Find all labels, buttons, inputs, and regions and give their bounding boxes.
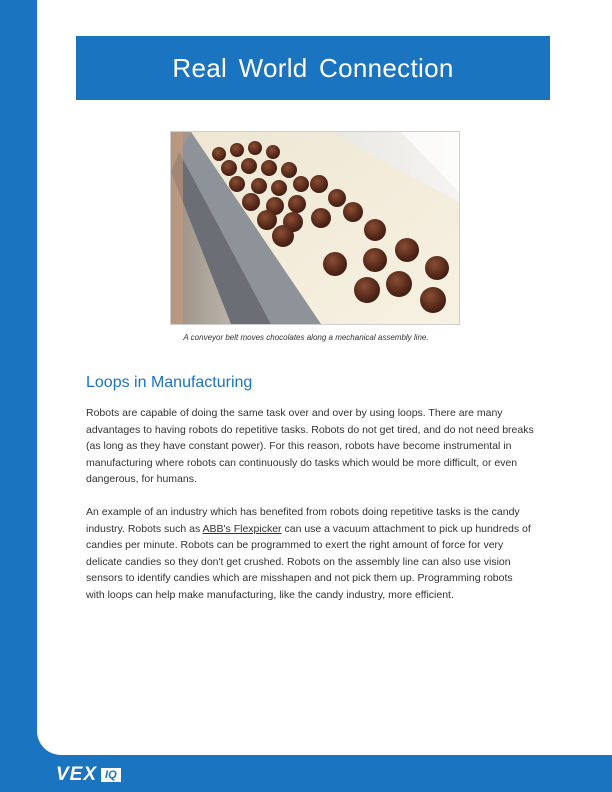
- photo-caption: A conveyor belt moves chocolates along a mechanical assembly line.: [183, 333, 429, 342]
- page-title: Real World Connection: [172, 52, 454, 83]
- paragraph-2-intro: An example of an industry which has benefited from robots doing repetitive tasks is the candy industry. Robots such as: [86, 506, 520, 535]
- paragraph-2-rest: can use a vacuum attachment to pick up hundreds of candies per minute. Robots can be programmed to exert the right amount of force for very delicate candies so they don't get crushed. Robots on the assembly line can also use vision sensors to identify candies which are misshapen and not pick them up. Programming robots with loops can help make manufacturing, like the candy industry, more efficient.: [86, 522, 531, 601]
- body-paragraph-2: [86, 504, 534, 603]
- vex-iq-logo: [56, 764, 121, 786]
- vex-logo-text: VEX: [56, 764, 98, 785]
- title-banner: [76, 36, 550, 100]
- page-frame-left: [0, 0, 37, 792]
- section-heading: Loops in Manufacturing: [86, 374, 253, 391]
- conveyor-photo: [170, 131, 460, 325]
- flexpicker-link[interactable]: ABB's Flexpicker: [202, 522, 282, 535]
- iq-logo-badge: IQ: [101, 768, 121, 782]
- body-paragraph-1: Robots are capable of doing the same task over and over by using loops. There are many advantages to having robots do repetitive tasks. Robots do not get tired, and do not need breaks (as long as they have constant power). For this reason, robots have become instrumental in manufacturing where robots can continuously do tasks which would be more difficult, or even dangerous, for humans.: [86, 407, 534, 485]
